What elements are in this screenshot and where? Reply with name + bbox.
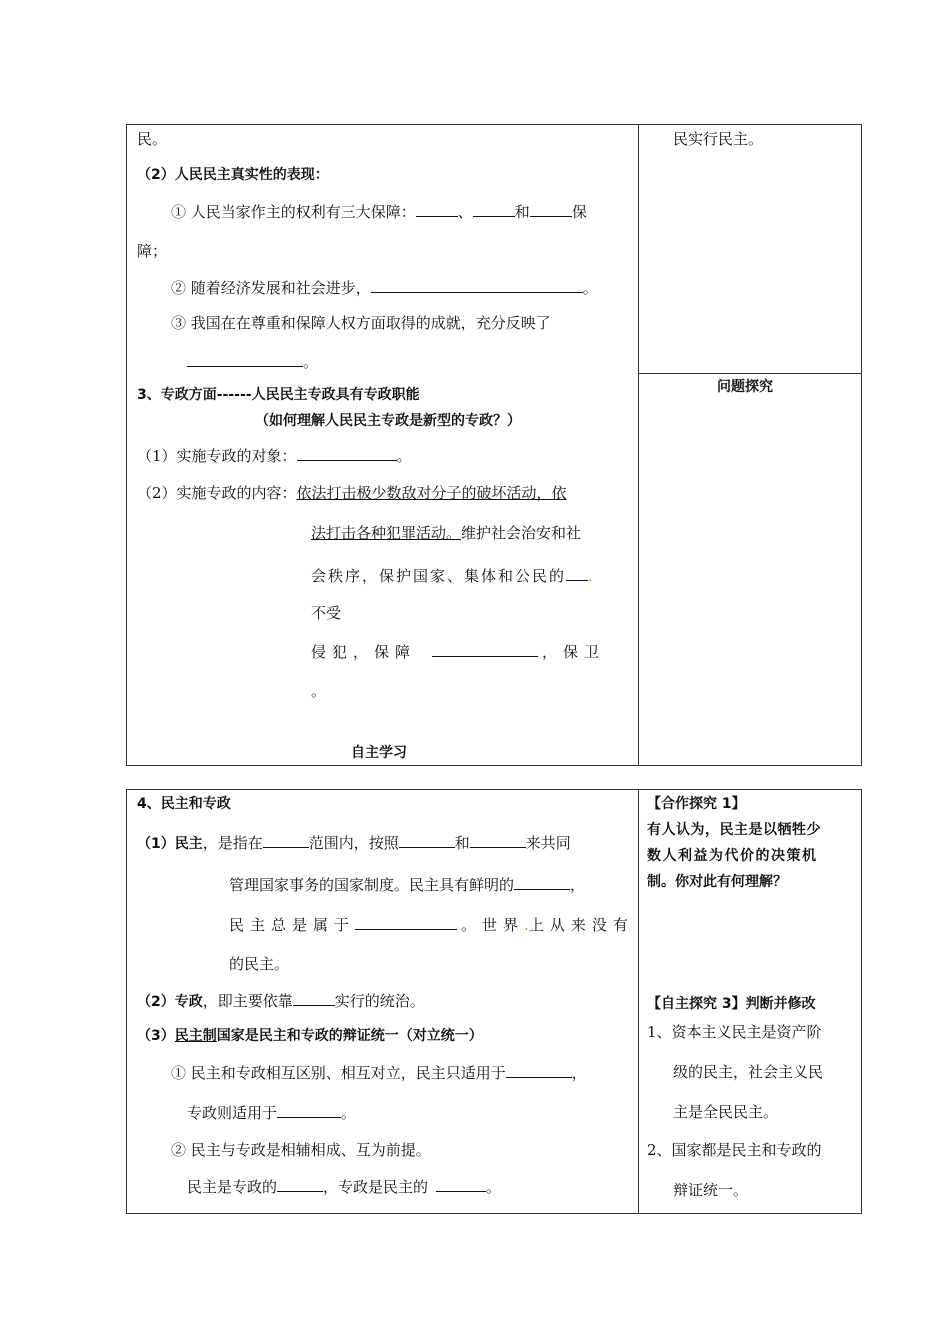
section-label-problem-inquiry: 问题探究	[717, 379, 773, 395]
fill-blank[interactable]	[473, 201, 515, 217]
subheading-question: （如何理解人民民主专政是新型的专政？）	[255, 413, 521, 429]
fill-blank[interactable]	[297, 445, 397, 461]
fill-blank[interactable]	[277, 1102, 341, 1118]
question-text: 数人利益为代价的决策机	[647, 848, 818, 864]
fill-blank[interactable]	[506, 1062, 572, 1078]
fill-blank[interactable]	[293, 990, 335, 1006]
statement-item: 主是全民民主。	[673, 1103, 779, 1121]
text-line: 。	[187, 351, 318, 372]
fill-blank[interactable]	[566, 565, 588, 581]
statement-item: 级的民主，社会主义民	[673, 1063, 824, 1081]
fill-blank[interactable]	[187, 351, 303, 367]
fill-blank[interactable]	[263, 832, 309, 848]
text-line-three-guarantees: ① 人民当家作主的权利有三大保障： 、 和 保	[171, 203, 587, 221]
fill-blank[interactable]	[399, 832, 455, 848]
text-line: ② 民主与专政是相辅相成、互为前提。	[171, 1141, 431, 1159]
text-line: 障；	[137, 242, 168, 260]
heading-dialectical-unity: （3）民主制国家是民主和专政的辩证统一（对立统一）	[137, 1028, 483, 1044]
text-line: 民。	[137, 130, 168, 148]
fill-blank[interactable]	[355, 914, 457, 930]
fill-blank[interactable]	[432, 641, 538, 657]
text-line: 。	[311, 682, 327, 700]
text-line: （2）实施专政的内容：依法打击极少数敌对分子的破坏活动，依	[137, 484, 567, 502]
statement-item: 辩证统一。	[673, 1181, 749, 1199]
fill-blank[interactable]	[530, 201, 572, 217]
heading-democracy-authenticity: （2）人民民主真实性的表现：	[137, 167, 329, 183]
text-line: 不受	[311, 604, 342, 622]
row-divider	[638, 373, 861, 374]
question-text: 有人认为，民主是以牺牲少	[647, 822, 821, 838]
fill-blank[interactable]	[470, 832, 526, 848]
column-divider	[638, 125, 639, 765]
text-line: ① 民主和专政相互区别、相互对立，民主只适用于 ，	[171, 1064, 587, 1082]
table-study-section-1	[126, 124, 862, 766]
column-divider	[638, 790, 639, 1213]
text-line-dictatorship-definition: （2）专政，即主要依靠 实行的统治。	[137, 992, 425, 1010]
statement-item: 1、资本主义民主是资产阶	[647, 1023, 822, 1041]
text-line: ③ 我国在在尊重和保障人权方面取得的成就，充分反映了	[171, 314, 551, 332]
text-line-democracy-definition: （1）民主，是指在 范围内，按照 和 来共同	[137, 834, 571, 852]
text-line: ② 随着经济发展和社会进步， 。	[171, 279, 598, 297]
heading-democracy-and-dictatorship: 4、民主和专政	[137, 796, 231, 812]
fill-blank[interactable]	[436, 1176, 486, 1192]
text-line: 会秩序，保护国家、集体和公民的 .	[311, 567, 593, 585]
section-label-self-study: 自主学习	[351, 745, 407, 761]
text-line: 法打击各种犯罪活动。维护社会治安和社	[311, 524, 582, 542]
fill-blank[interactable]	[371, 277, 583, 293]
heading-dictatorship-aspect: 3、专政方面------人民民主专政具有专政职能	[137, 387, 420, 403]
fill-blank[interactable]	[416, 201, 458, 217]
text-line: 民主总是属于 。世界.上从来没有	[229, 916, 634, 934]
question-text: 制。你对此有何理解？	[647, 874, 787, 890]
fill-blank[interactable]	[514, 874, 570, 890]
label-self-inquiry-3: 【自主探究 3】判断并修改	[647, 996, 816, 1012]
text-line: 管理国家事务的国家制度。民主具有鲜明的 ，	[229, 876, 586, 894]
text-line: 民实行民主。	[673, 130, 764, 148]
text-line: 专政则适用于 。	[187, 1104, 357, 1122]
text-line: 民主是专政的 ，专政是民主的 。	[187, 1178, 502, 1196]
label-cooperative-inquiry-1: 【合作探究 1】	[647, 796, 746, 812]
statement-item: 2、国家都是民主和专政的	[647, 1141, 822, 1159]
fill-blank[interactable]	[277, 1176, 323, 1192]
text-line: （1）实施专政的对象： 。	[137, 447, 412, 465]
text-line: 侵犯，保障 ，保卫	[311, 643, 606, 661]
table-study-section-2	[126, 789, 862, 1214]
text-line: 的民主。	[229, 955, 290, 973]
